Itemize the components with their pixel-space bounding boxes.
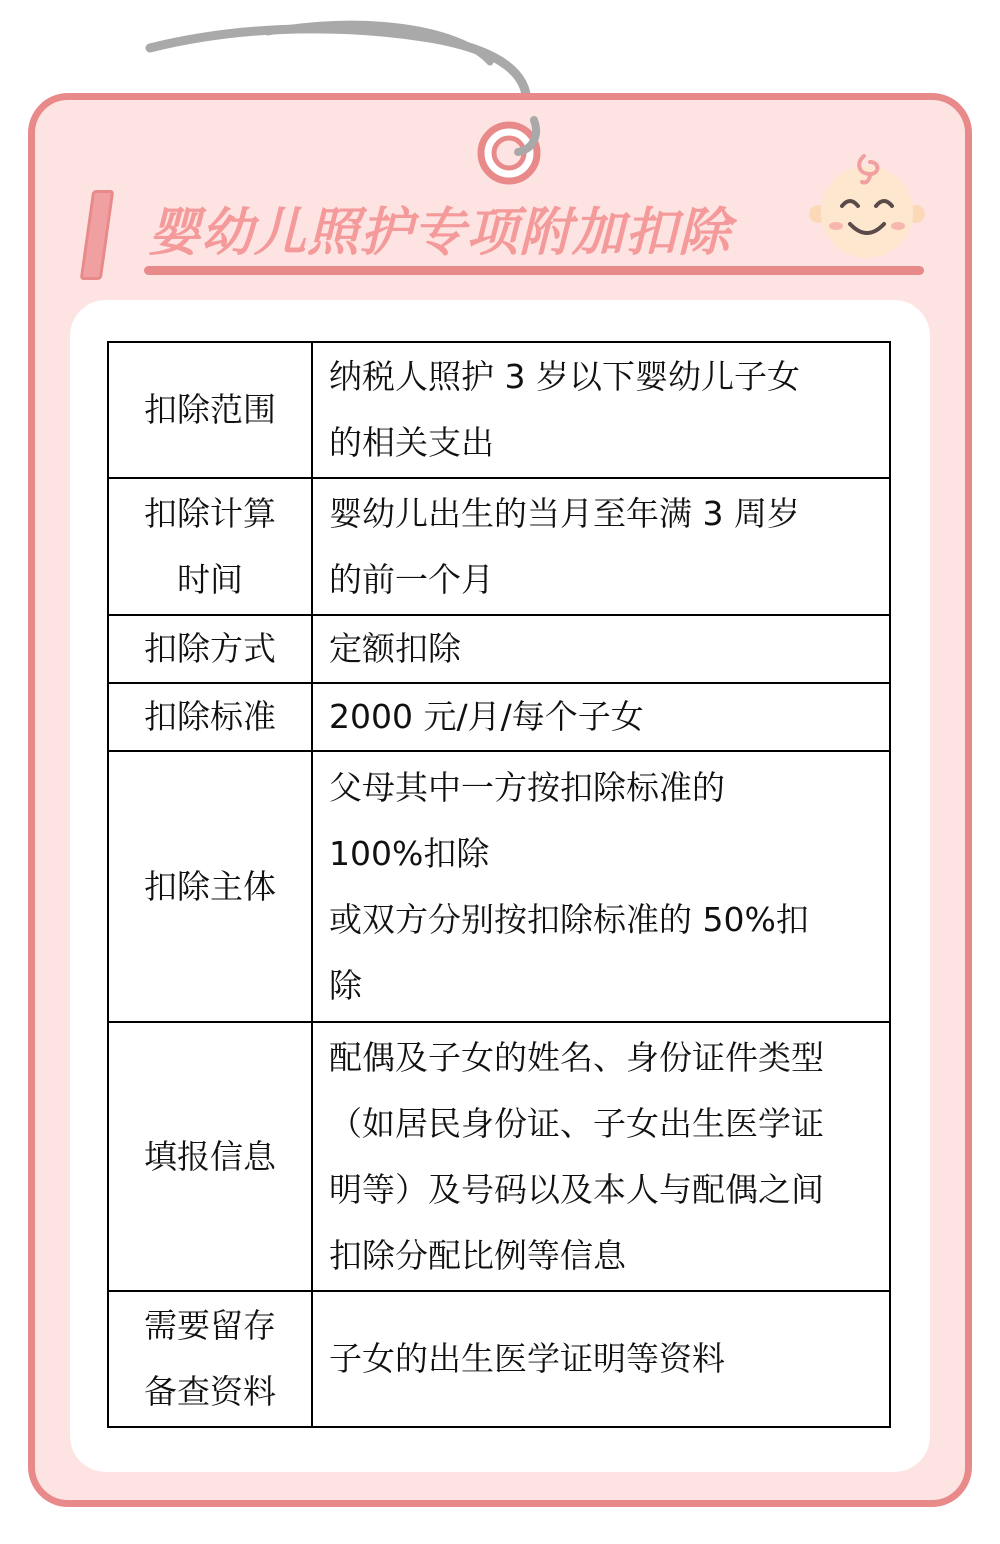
row-label (108, 1022, 312, 1291)
value-line: 的相关支出 (329, 423, 494, 462)
label-line: 填报信息 (144, 1136, 276, 1176)
label-line: 扣除计算 (144, 493, 276, 533)
value-line: 除 (329, 965, 362, 1005)
row-value (312, 1022, 890, 1291)
label-line: 扣除方式 (144, 629, 276, 668)
table-row (108, 683, 890, 751)
row-value (312, 683, 890, 751)
tag-ring-icon (470, 114, 548, 192)
value-line: 子女的出生医学证明等资料 (329, 1339, 725, 1378)
value-line: 扣除分配比例等信息 (329, 1235, 626, 1275)
table-row (108, 478, 890, 615)
table-row (108, 342, 890, 478)
row-label (108, 683, 312, 751)
value-line: 父母其中一方按扣除标准的 (329, 767, 725, 807)
value-line: 2000 元/月/每个子女 (329, 697, 644, 736)
value-line: 配偶及子女的姓名、身份证件类型 (329, 1037, 824, 1077)
title-underline (144, 266, 924, 275)
table-row (108, 1291, 890, 1427)
label-line: 扣除标准 (144, 697, 276, 736)
value-line: 的前一个月 (329, 559, 494, 599)
label-line: 时间 (177, 559, 243, 599)
row-value (312, 615, 890, 683)
value-line: 定额扣除 (329, 629, 461, 668)
value-line: （如居民身份证、子女出生医学证 (329, 1103, 824, 1143)
table-row (108, 615, 890, 683)
value-line: 或双方分别按扣除标准的 50%扣 (329, 899, 809, 939)
baby-face-icon (808, 148, 926, 260)
value-line: 明等）及号码以及本人与配偶之间 (329, 1169, 824, 1209)
label-line: 扣除范围 (144, 390, 276, 429)
row-label (108, 478, 312, 615)
row-value (312, 478, 890, 615)
row-label (108, 342, 312, 478)
row-label (108, 751, 312, 1022)
table-row (108, 751, 890, 1022)
row-value (312, 751, 890, 1022)
label-line: 扣除主体 (144, 866, 276, 906)
row-label (108, 1291, 312, 1427)
row-value (312, 342, 890, 478)
page-title: 婴幼儿照护专项附加扣除 (148, 203, 732, 263)
table-row (108, 1022, 890, 1291)
deduction-info-table (107, 341, 891, 1428)
value-line: 婴幼儿出生的当月至年满 3 周岁 (329, 493, 800, 533)
value-line: 100%扣除 (329, 833, 490, 873)
value-line: 纳税人照护 3 岁以下婴幼儿子女 (329, 357, 800, 396)
row-value (312, 1291, 890, 1427)
row-label (108, 615, 312, 683)
label-line: 需要留存 (144, 1306, 276, 1345)
label-line: 备查资料 (144, 1372, 276, 1411)
